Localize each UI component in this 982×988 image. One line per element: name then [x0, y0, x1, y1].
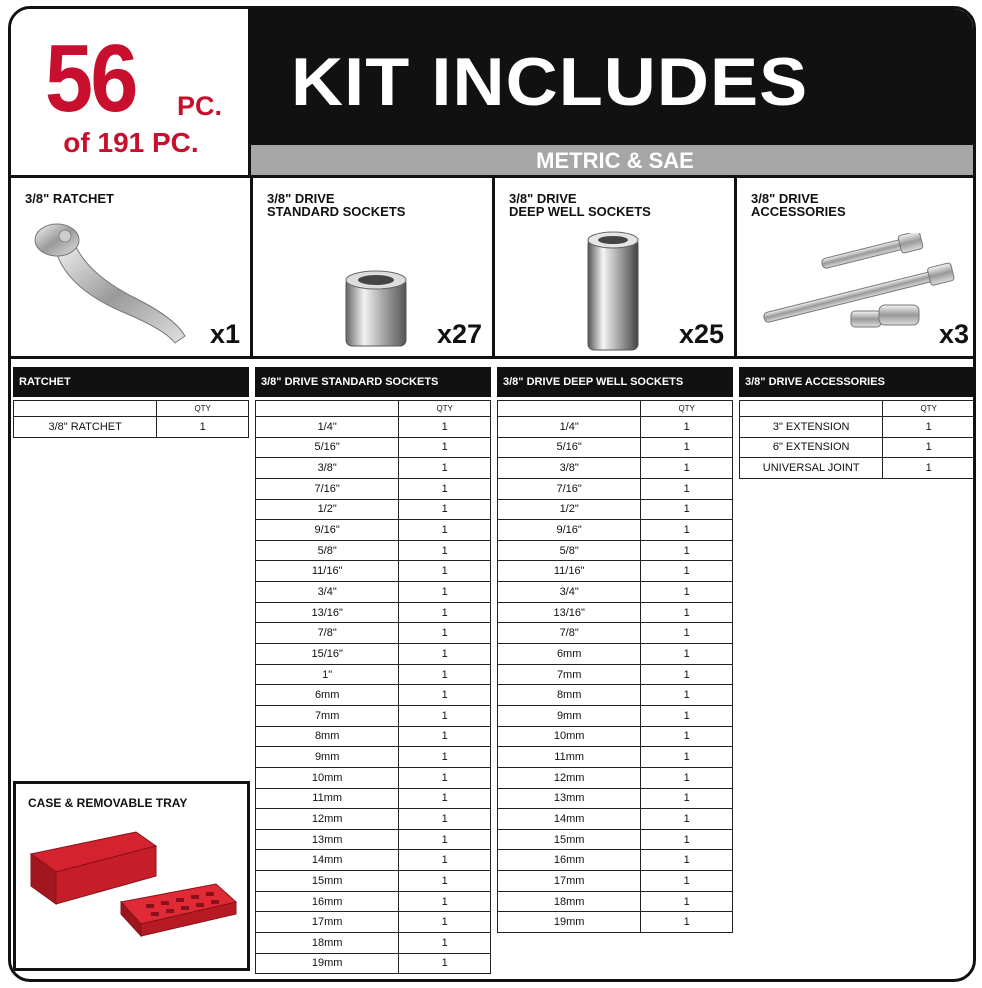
table-row — [498, 850, 733, 871]
table-row — [256, 437, 491, 458]
qty-cell: 1 — [641, 623, 733, 644]
qty-cell: 1 — [399, 561, 491, 582]
item-cell: 6mm — [256, 685, 399, 706]
product-card-standard-sockets — [253, 178, 495, 356]
table-row — [498, 767, 733, 788]
product-qty: x25 — [678, 319, 724, 349]
qty-cell: 1 — [883, 437, 975, 458]
table-row — [256, 664, 491, 685]
item-cell: 13mm — [256, 829, 399, 850]
table-title: 3/8" DRIVE ACCESSORIES — [739, 367, 975, 397]
qty-header: QTY — [157, 401, 249, 417]
standard-socket-image — [341, 268, 411, 348]
item-cell: 3/8" — [256, 458, 399, 479]
item-cell: 7/8" — [498, 623, 641, 644]
qty-cell: 1 — [641, 437, 733, 458]
table-row — [256, 747, 491, 768]
qty-cell: 1 — [399, 953, 491, 974]
item-cell: 8mm — [498, 685, 641, 706]
item-cell: 1/4" — [256, 417, 399, 438]
qty-cell: 1 — [399, 726, 491, 747]
item-cell: 18mm — [256, 933, 399, 954]
item-cell: 12mm — [256, 809, 399, 830]
table-title: 3/8" DRIVE STANDARD SOCKETS — [255, 367, 491, 397]
qty-cell: 1 — [399, 520, 491, 541]
items-table — [497, 400, 733, 933]
product-qty: x1 — [209, 319, 240, 349]
case-tray-box — [13, 781, 250, 971]
item-cell: 3" EXTENSION — [740, 417, 883, 438]
item-cell: 11/16" — [256, 561, 399, 582]
table-row — [498, 417, 733, 438]
table-row — [498, 726, 733, 747]
qty-cell: 1 — [399, 809, 491, 830]
item-cell: 17mm — [256, 912, 399, 933]
item-cell: 7mm — [498, 664, 641, 685]
table-row — [740, 458, 975, 479]
item-cell: 16mm — [498, 850, 641, 871]
kit-contents-panel — [8, 6, 976, 982]
table-row — [256, 540, 491, 561]
qty-cell: 1 — [641, 582, 733, 603]
table-row — [256, 561, 491, 582]
item-cell: 14mm — [256, 850, 399, 871]
qty-cell: 1 — [399, 499, 491, 520]
table-row — [256, 499, 491, 520]
product-band — [11, 175, 976, 359]
qty-cell: 1 — [399, 458, 491, 479]
kit-includes-banner — [251, 9, 976, 143]
item-cell: 10mm — [498, 726, 641, 747]
qty-cell: 1 — [641, 850, 733, 871]
qty-cell: 1 — [399, 540, 491, 561]
item-header — [740, 401, 883, 417]
qty-cell: 1 — [641, 520, 733, 541]
item-cell: 5/8" — [498, 540, 641, 561]
item-cell: 7mm — [256, 705, 399, 726]
qty-cell: 1 — [399, 912, 491, 933]
qty-cell: 1 — [399, 850, 491, 871]
item-cell: 16mm — [256, 891, 399, 912]
table-row — [256, 623, 491, 644]
item-cell: 19mm — [498, 912, 641, 933]
table-row — [256, 705, 491, 726]
qty-cell: 1 — [641, 871, 733, 892]
item-cell: 6mm — [498, 644, 641, 665]
qty-cell: 1 — [641, 458, 733, 479]
item-cell: 9mm — [256, 747, 399, 768]
qty-cell: 1 — [399, 705, 491, 726]
qty-header: QTY — [641, 401, 733, 417]
item-cell: 14mm — [498, 809, 641, 830]
table-row — [498, 520, 733, 541]
table-body — [256, 417, 491, 974]
table-body — [740, 417, 975, 479]
item-cell: 8mm — [256, 726, 399, 747]
case-title: CASE & REMOVABLE TRAY — [28, 796, 188, 810]
table-row — [256, 582, 491, 603]
qty-cell: 1 — [641, 602, 733, 623]
item-cell: 13/16" — [256, 602, 399, 623]
item-cell: 13mm — [498, 788, 641, 809]
item-cell: 1/2" — [498, 499, 641, 520]
product-qty: x3 — [938, 319, 969, 349]
item-cell: 7/16" — [256, 478, 399, 499]
piece-count — [45, 25, 223, 132]
qty-cell: 1 — [399, 644, 491, 665]
table-row — [498, 623, 733, 644]
qty-cell: 1 — [641, 417, 733, 438]
qty-cell: 1 — [399, 602, 491, 623]
qty-cell: 1 — [399, 685, 491, 706]
table-row — [256, 829, 491, 850]
deep-sockets-table — [497, 367, 733, 933]
table-row — [256, 478, 491, 499]
qty-cell: 1 — [641, 788, 733, 809]
item-cell: 1/4" — [498, 417, 641, 438]
table-row — [256, 788, 491, 809]
product-qty: x27 — [436, 319, 482, 349]
table-row — [498, 540, 733, 561]
table-row — [498, 891, 733, 912]
qty-cell: 1 — [399, 582, 491, 603]
table-row — [256, 417, 491, 438]
qty-cell: 1 — [641, 664, 733, 685]
table-row — [256, 933, 491, 954]
table-row — [498, 499, 733, 520]
item-cell: 18mm — [498, 891, 641, 912]
items-table — [13, 400, 249, 438]
item-cell: UNIVERSAL JOINT — [740, 458, 883, 479]
item-cell: 15/16" — [256, 644, 399, 665]
qty-cell: 1 — [399, 664, 491, 685]
qty-cell: 1 — [399, 933, 491, 954]
qty-cell: 1 — [157, 417, 249, 438]
product-title: 3/8" DRIVE ACCESSORIES — [751, 191, 846, 219]
table-row — [498, 561, 733, 582]
qty-cell: 1 — [399, 747, 491, 768]
item-cell: 6" EXTENSION — [740, 437, 883, 458]
table-body — [498, 417, 733, 933]
table-row — [498, 912, 733, 933]
table-row — [740, 437, 975, 458]
item-cell: 7/16" — [498, 478, 641, 499]
product-title: 3/8" RATCHET — [25, 191, 114, 206]
table-row — [740, 417, 975, 438]
table-row — [256, 685, 491, 706]
item-cell: 3/8" RATCHET — [14, 417, 157, 438]
table-row — [256, 726, 491, 747]
qty-header: QTY — [883, 401, 975, 417]
qty-cell: 1 — [641, 499, 733, 520]
table-row — [498, 602, 733, 623]
table-row — [14, 417, 249, 438]
accessories-image — [751, 233, 971, 333]
item-cell: 7/8" — [256, 623, 399, 644]
table-row — [256, 644, 491, 665]
item-cell: 5/16" — [498, 437, 641, 458]
item-cell: 19mm — [256, 953, 399, 974]
qty-cell: 1 — [399, 891, 491, 912]
item-cell: 5/8" — [256, 540, 399, 561]
item-cell: 11mm — [256, 788, 399, 809]
table-row — [498, 705, 733, 726]
table-body — [14, 417, 249, 438]
qty-cell: 1 — [641, 478, 733, 499]
table-row — [498, 685, 733, 706]
qty-cell: 1 — [399, 478, 491, 499]
piece-count-box — [11, 9, 251, 175]
qty-cell: 1 — [641, 912, 733, 933]
table-row — [498, 829, 733, 850]
item-cell: 3/8" — [498, 458, 641, 479]
product-title: 3/8" DRIVE DEEP WELL SOCKETS — [509, 191, 651, 219]
items-table — [255, 400, 491, 974]
item-header — [256, 401, 399, 417]
item-cell: 13/16" — [498, 602, 641, 623]
item-cell: 3/4" — [256, 582, 399, 603]
qty-cell: 1 — [641, 767, 733, 788]
product-card-deep-sockets — [495, 178, 737, 356]
items-table — [739, 400, 975, 479]
qty-cell: 1 — [883, 458, 975, 479]
page-title: KIT INCLUDES — [291, 44, 809, 120]
table-row — [498, 582, 733, 603]
product-card-accessories — [737, 178, 976, 356]
table-row — [498, 478, 733, 499]
item-cell: 3/4" — [498, 582, 641, 603]
qty-cell: 1 — [641, 809, 733, 830]
qty-cell: 1 — [399, 788, 491, 809]
table-row — [498, 644, 733, 665]
table-row — [498, 458, 733, 479]
qty-cell: 1 — [399, 829, 491, 850]
deep-socket-image — [583, 228, 643, 353]
qty-cell: 1 — [641, 561, 733, 582]
table-row — [256, 767, 491, 788]
item-cell: 15mm — [498, 829, 641, 850]
item-cell: 9mm — [498, 705, 641, 726]
table-title: 3/8" DRIVE DEEP WELL SOCKETS — [497, 367, 733, 397]
qty-cell: 1 — [399, 767, 491, 788]
table-row — [498, 664, 733, 685]
table-row — [256, 850, 491, 871]
piece-count-number: 56 — [45, 25, 136, 132]
qty-cell: 1 — [399, 437, 491, 458]
product-title: 3/8" DRIVE STANDARD SOCKETS — [267, 191, 406, 219]
item-header — [14, 401, 157, 417]
ratchet-image — [25, 218, 195, 348]
table-row — [256, 602, 491, 623]
qty-header: QTY — [399, 401, 491, 417]
qty-cell: 1 — [641, 726, 733, 747]
qty-cell: 1 — [641, 829, 733, 850]
item-cell: 9/16" — [498, 520, 641, 541]
item-cell: 10mm — [256, 767, 399, 788]
item-cell: 9/16" — [256, 520, 399, 541]
qty-cell: 1 — [399, 871, 491, 892]
table-row — [498, 788, 733, 809]
qty-cell: 1 — [399, 623, 491, 644]
table-row — [498, 871, 733, 892]
table-row — [256, 520, 491, 541]
qty-cell: 1 — [883, 417, 975, 438]
item-cell: 1/2" — [256, 499, 399, 520]
table-row — [256, 912, 491, 933]
table-row — [256, 871, 491, 892]
item-cell: 5/16" — [256, 437, 399, 458]
item-header — [498, 401, 641, 417]
table-row — [256, 458, 491, 479]
item-cell: 1" — [256, 664, 399, 685]
table-row — [498, 809, 733, 830]
table-row — [498, 437, 733, 458]
table-row — [256, 953, 491, 974]
piece-count-unit: PC. — [177, 91, 223, 121]
item-cell: 11mm — [498, 747, 641, 768]
qty-cell: 1 — [641, 747, 733, 768]
qty-cell: 1 — [641, 540, 733, 561]
standard-sockets-table — [255, 367, 491, 974]
qty-cell: 1 — [399, 417, 491, 438]
qty-cell: 1 — [641, 685, 733, 706]
item-cell: 11/16" — [498, 561, 641, 582]
item-cell: 15mm — [256, 871, 399, 892]
table-row — [498, 747, 733, 768]
ratchet-table — [13, 367, 249, 438]
table-row — [256, 809, 491, 830]
product-card-ratchet — [11, 178, 253, 356]
table-row — [256, 891, 491, 912]
accessories-table — [739, 367, 975, 479]
metric-sae-bar: METRIC & SAE — [251, 143, 976, 175]
table-title: RATCHET — [13, 367, 249, 397]
qty-cell: 1 — [641, 705, 733, 726]
item-cell: 12mm — [498, 767, 641, 788]
case-tray-image — [26, 824, 241, 964]
qty-cell: 1 — [641, 891, 733, 912]
item-cell: 17mm — [498, 871, 641, 892]
total-piece-count: of 191 PC. — [63, 127, 199, 158]
qty-cell: 1 — [641, 644, 733, 665]
